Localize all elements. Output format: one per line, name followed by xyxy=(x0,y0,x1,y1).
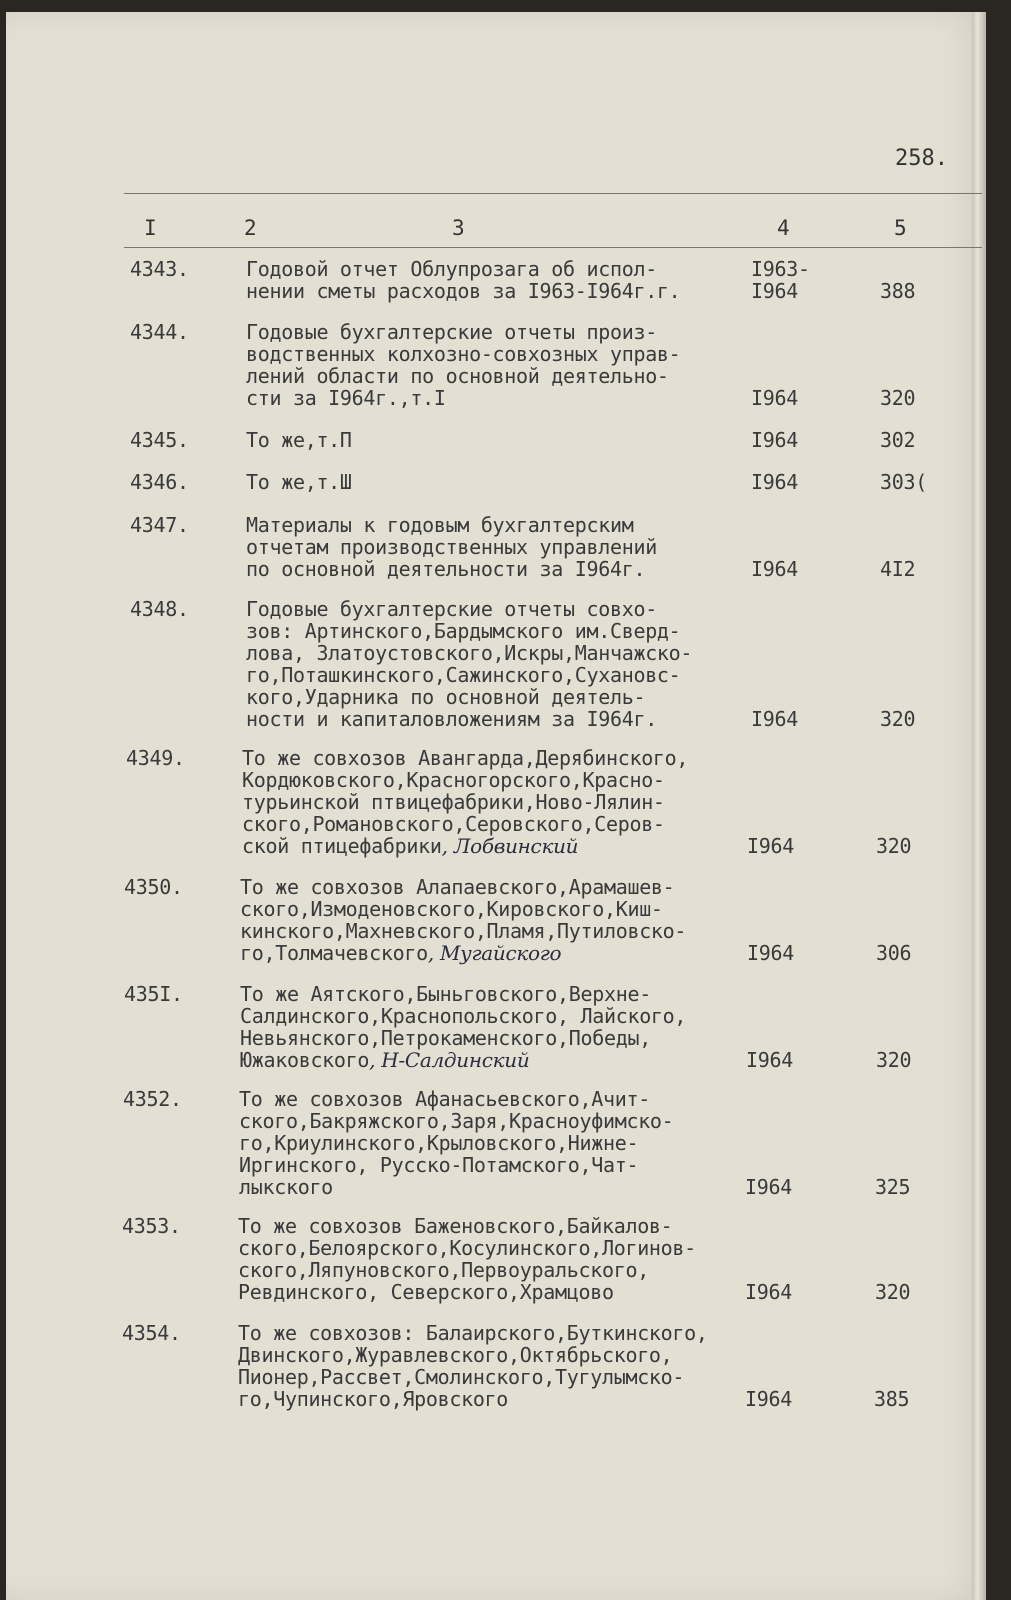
entry-year: I964 xyxy=(747,941,794,965)
entry-year: I963- I964 xyxy=(751,257,810,303)
entry-sheets: 320 xyxy=(875,1280,911,1304)
entry-year: I964 xyxy=(751,557,798,581)
entry-sheets: 302 xyxy=(880,428,916,452)
handwritten-annotation: , Н-Салдинский xyxy=(369,1048,530,1072)
entry-number: 4347. xyxy=(130,513,189,537)
binding-strip xyxy=(972,12,986,1600)
entry-number: 4353. xyxy=(122,1214,181,1238)
entry-number: 4343. xyxy=(130,257,189,281)
handwritten-annotation: , Мугайского xyxy=(427,941,562,965)
entry-sheets: 325 xyxy=(875,1175,911,1199)
page-number: 258. xyxy=(895,146,948,171)
entry-number: 4352. xyxy=(123,1087,182,1111)
entry-year: I964 xyxy=(751,428,798,452)
entry-year: I964 xyxy=(745,1387,792,1411)
entry-description-text: То же Аятского,Быньговского,Верхне- Салдинского,Краснопольского, Лайского, Невьянского,Петрокаменского,Победы, Южаковского xyxy=(240,982,687,1072)
entry-number: 4354. xyxy=(122,1321,181,1345)
entry-number: 4344. xyxy=(130,320,189,344)
entry-description: То же совхозов: Балаирского,Буткинского, Двинского,Журавлевского,Октябрьского, Пионер,Рассвет,Смолинского,Тугулымско- го,Чупинского,Яровского xyxy=(238,1321,708,1411)
entry-year: I964 xyxy=(751,707,798,731)
column-header-1: I xyxy=(144,216,157,240)
handwritten-annotation: , Лобвинский xyxy=(441,834,579,858)
column-header-3: 3 xyxy=(452,216,465,240)
entry-sheets: 4I2 xyxy=(880,557,916,581)
entry-description: Материалы к годовым бухгалтерским отчетам производственных управлений по основной деятельности за I964г. xyxy=(246,513,657,581)
entry-description: Годовые бухгалтерские отчеты произ- водственных колхозно-совхозных управ- лений области по основной деятельно- сти за I964г.,т.I xyxy=(246,320,681,410)
entry-sheets: 385 xyxy=(874,1387,910,1411)
entry-sheets: 303( xyxy=(880,470,927,494)
entry-number: 4346. xyxy=(130,470,189,494)
entry-description xyxy=(242,747,742,857)
entry-year: I964 xyxy=(745,1280,792,1304)
entry-description: То же совхозов Баженовского,Байкалов- ского,Белоярского,Косулинского,Логинов- ского,Ляпуновского,Первоуральского, Ревдинского, Северского,Храмцово xyxy=(238,1214,696,1304)
entry-description: Годовой отчет Облупрозага об испол- нении сметы расходов за I963-I964г.г. xyxy=(246,257,681,303)
entry-number: 4350. xyxy=(124,875,183,899)
column-header-4: 4 xyxy=(777,216,790,240)
entry-year: I964 xyxy=(745,1175,792,1199)
entry-number: 4345. xyxy=(130,428,189,452)
entry-sheets: 320 xyxy=(876,834,912,858)
entry-year: I964 xyxy=(746,1048,793,1072)
entry-description: То же совхозов Афанасьевского,Ачит- ского,Бакряжского,Заря,Красноуфимско- го,Криулинского,Крыловского,Нижне- Иргинского, Русско-Потамского,Чат- лыкского xyxy=(239,1087,674,1199)
entry-description xyxy=(240,983,740,1071)
archive-page xyxy=(6,12,986,1600)
entry-year: I964 xyxy=(751,470,798,494)
entry-sheets: 320 xyxy=(876,1048,912,1072)
column-header-5: 5 xyxy=(894,216,907,240)
header-rule-top xyxy=(124,193,982,194)
entry-sheets: 320 xyxy=(880,386,916,410)
entry-number: 435I. xyxy=(124,982,183,1006)
header-rule-bottom xyxy=(124,247,982,248)
entry-year: I964 xyxy=(751,386,798,410)
entry-description-text: То же совхозов Алапаевского,Арамашев- ского,Измоденовского,Кировского,Киш- кинского,Махневского,Пламя,Путиловско- го,Толмачевского xyxy=(240,875,687,965)
entry-description-text: То же совхозов Авангарда,Дерябинского, Кордюковского,Красногорского,Красно- турьинской птвицефабрики,Ново-Лялин- ского,Романовского,Серовского,Серов- ской птицефабрики xyxy=(242,746,689,858)
entry-description: То же,т.П xyxy=(246,428,352,452)
entry-description xyxy=(240,876,740,964)
entry-sheets: 320 xyxy=(880,707,916,731)
entry-number: 4348. xyxy=(130,597,189,621)
entry-description: Годовые бухгалтерские отчеты совхо- зов: Артинского,Бардымского им.Сверд- лова, Златоустовского,Искры,Манчажско- го,Поташкинского,Сажинского,Сухановс- кого,Ударника по основной деятель- ности и капиталовложениям за I964г. xyxy=(246,597,693,731)
entry-description: То же,т.Ш xyxy=(246,470,352,494)
entry-sheets: 388 xyxy=(880,279,916,303)
entry-sheets: 306 xyxy=(876,941,912,965)
entry-number: 4349. xyxy=(126,746,185,770)
column-header-2: 2 xyxy=(244,216,257,240)
entry-year: I964 xyxy=(747,834,794,858)
